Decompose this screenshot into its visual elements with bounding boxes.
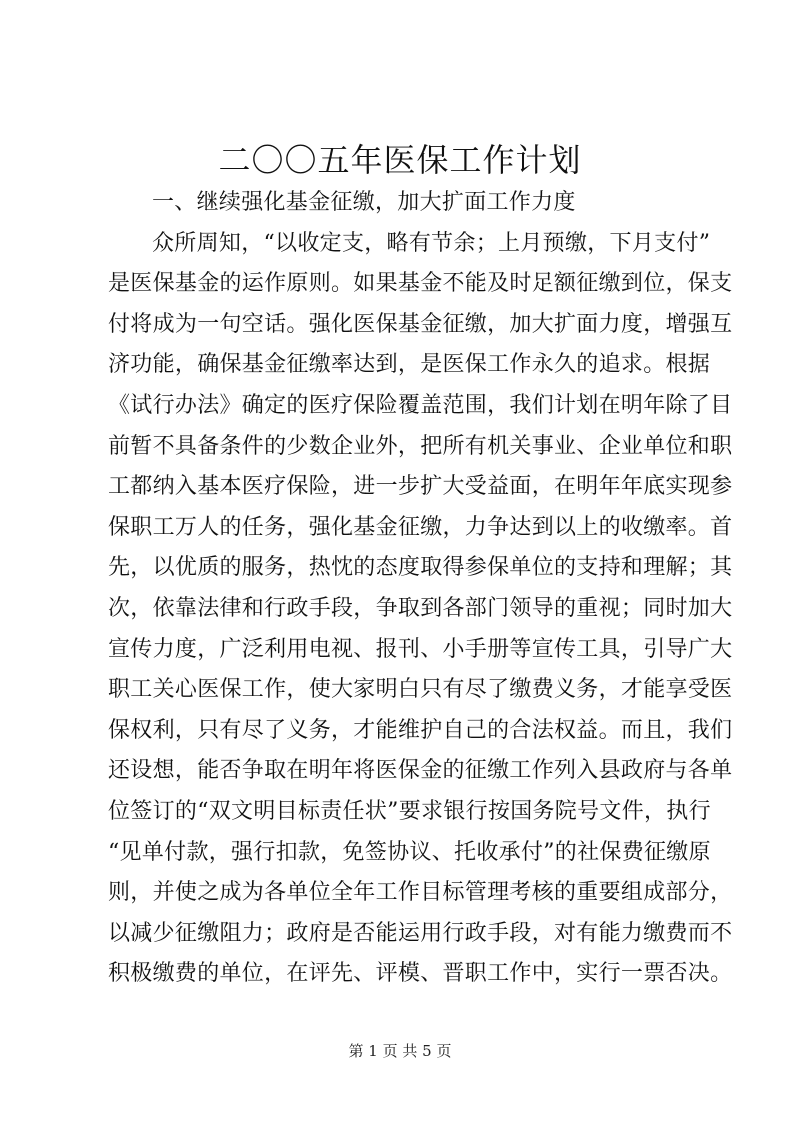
- paragraph-line: 则，并使之成为各单位全年工作目标管理考核的重要组成部分，: [108, 880, 733, 906]
- paragraph-line: 众所周知，“以收定支，略有节余；上月预缴，下月支付”: [152, 230, 711, 256]
- paragraph-line: 保职工万人的任务，强化基金征缴，力争达到以上的收缴率。首: [108, 514, 733, 540]
- paragraph-line: 付将成为一句空话。强化医保基金征缴，加大扩面力度，增强互: [108, 311, 733, 337]
- paragraph-line: 还设想，能否争取在明年将医保金的征缴工作列入县政府与各单: [108, 758, 733, 784]
- paragraph-line: 次，依靠法律和行政手段，争取到各部门领导的重视；同时加大: [108, 595, 733, 621]
- document-body: [108, 183, 733, 995]
- paragraph-line: 职工关心医保工作，使大家明白只有尽了缴费义务，才能享受医: [108, 677, 733, 703]
- paragraph-line: 是医保基金的运作原则。如果基金不能及时足额征缴到位，保支: [108, 271, 733, 297]
- paragraph-line: 宣传力度，广泛利用电视、报刊、小手册等宣传工具，引导广大: [108, 636, 733, 662]
- paragraph-line: 济功能，确保基金征缴率达到，是医保工作永久的追求。根据: [108, 352, 711, 378]
- paragraph-line: “见单付款，强行扣款，免签协议、托收承付”的社保费征缴原: [108, 839, 711, 865]
- section-heading: 一、继续强化基金征缴，加大扩面工作力度: [152, 190, 576, 215]
- paragraph-line: 先，以优质的服务，热忱的态度取得参保单位的支持和理解；其: [108, 555, 733, 581]
- page-number-footer: 第 1 页 共 5 页: [348, 1042, 452, 1060]
- document-title: 二〇〇五年医保工作计划: [218, 141, 582, 179]
- paragraph-line: 位签订的“双文明目标责任状”要求银行按国务院号文件，执行: [108, 798, 711, 824]
- paragraph-line: 前暂不具备条件的少数企业外，把所有机关事业、企业单位和职: [108, 433, 733, 459]
- paragraph-line: 保权利，只有尽了义务，才能维护自己的合法权益。而且，我们: [108, 717, 733, 743]
- paragraph-line: 积极缴费的单位，在评先、评模、晋职工作中，实行一票否决。: [108, 961, 733, 987]
- paragraph-line: 以减少征缴阻力；政府是否能运用行政手段，对有能力缴费而不: [108, 920, 733, 946]
- paragraph-line: 《试行办法》确定的医疗保险覆盖范围，我们计划在明年除了目: [108, 392, 733, 418]
- paragraph-line: 工都纳入基本医疗保险，进一步扩大受益面，在明年年底实现参: [108, 474, 733, 500]
